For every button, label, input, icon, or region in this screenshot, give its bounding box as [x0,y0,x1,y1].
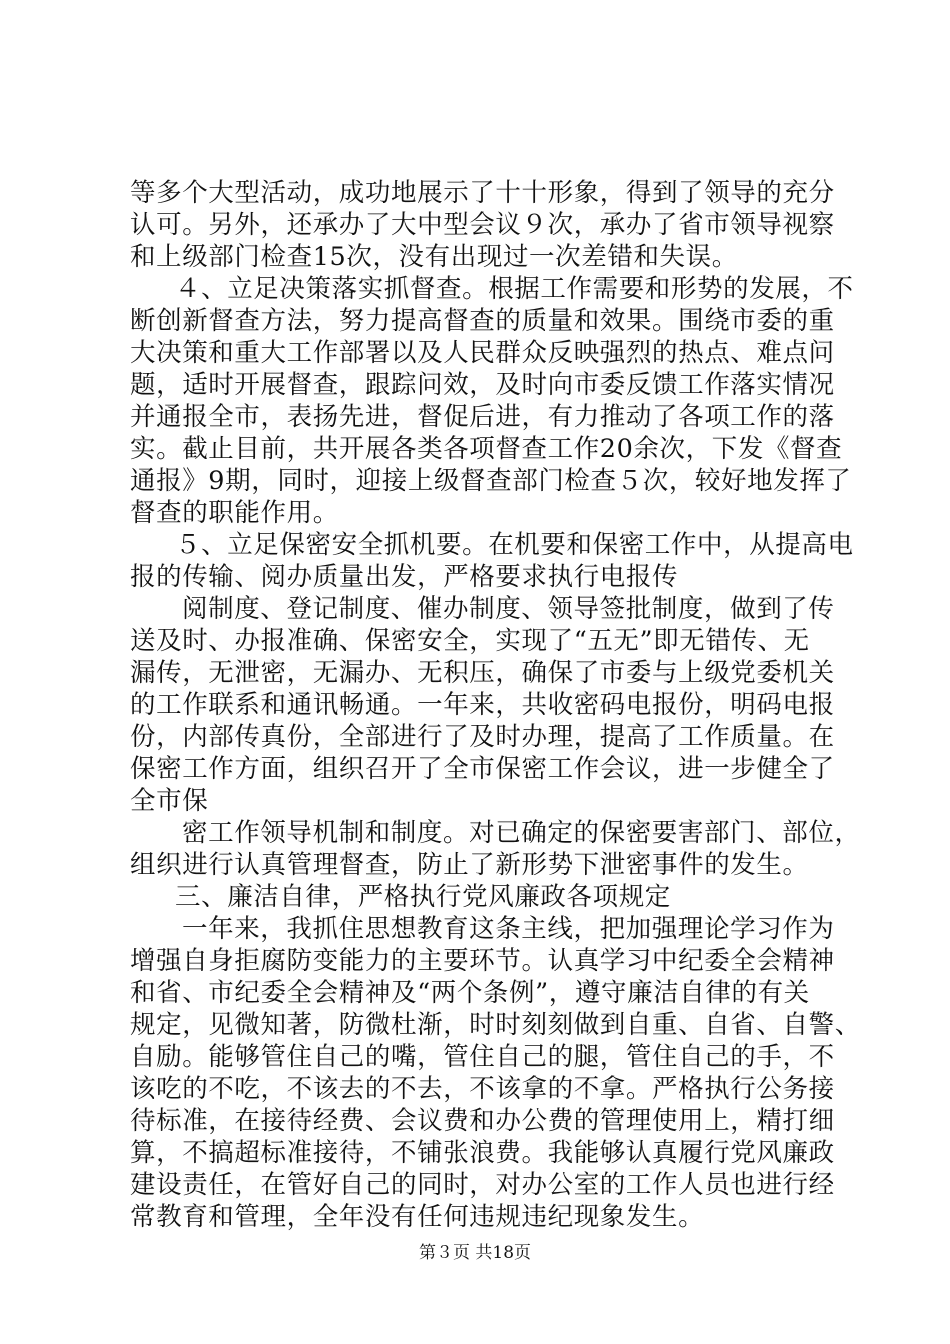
text-line: ４、立足决策落实抓督查。根据工作需要和形势的发展，不 [175,274,854,304]
text-line: 送及时、办报准确、保密安全，实现了“五无”即无错传、无 [130,626,810,656]
text-line: 漏传，无泄密，无漏办、无积压，确保了市委与上级党委机关 [130,658,835,688]
text-line: 待标准，在接待经费、会议费和办公费的管理使用上，精打细 [130,1106,835,1136]
text-line: ５、立足保密安全抓机要。在机要和保密工作中，从提高电 [175,530,854,560]
text-line: 保密工作方面，组织召开了全市保密工作会议，进一步健全了 [130,754,835,784]
text-line: 大决策和重大工作部署以及人民群众反映强烈的热点、难点问 [130,338,835,368]
text-line: 认可。另外，还承办了大中型会议９次，承办了省市领导视察 [130,210,835,240]
text-line: 规定，见微知著，防微杜渐，时时刻刻做到自重、自省、自警、 [130,1010,861,1040]
text-line: 组织进行认真管理督查，防止了新形势下泄密事件的发生。 [130,850,809,880]
text-line: 常教育和管理，全年没有任何违规违纪现象发生。 [130,1202,705,1232]
text-line: 实。截止目前，共开展各类各项督查工作20余次，下发《督查 [130,434,843,464]
text-line: 题，适时开展督查，跟踪问效，及时向市委反馈工作落实情况 [130,370,835,400]
text-line: 阅制度、登记制度、催办制度、领导签批制度，做到了传 [182,594,835,624]
text-line: 并通报全市，表扬先进，督促后进，有力推动了各项工作的落 [130,402,835,432]
text-line: 增强自身拒腐防变能力的主要环节。认真学习中纪委全会精神 [130,946,835,976]
text-line: 和省、市纪委全会精神及“两个条例”，遵守廉洁自律的有关 [130,978,810,1008]
page-number: 第３页 共18页 [418,1243,532,1263]
text-line: 通报》9期，同时，迎接上级督查部门检查５次，较好地发挥了 [130,466,852,496]
section-heading: 三、廉洁自律，严格执行党风廉政各项规定 [175,882,671,912]
text-line: 报的传输、阅办质量出发，严格要求执行电报传 [130,562,679,592]
text-line: 等多个大型活动，成功地展示了十十形象，得到了领导的充分 [130,178,835,208]
text-line: 督查的职能作用。 [130,498,339,528]
page-footer [0,1242,950,1264]
text-line: 断创新督查方法，努力提高督查的质量和效果。围绕市委的重 [130,306,835,336]
text-line: 和上级部门检查15次，没有出现过一次差错和失误。 [130,242,738,272]
text-line: 份，内部传真份，全部进行了及时办理，提高了工作质量。在 [130,722,835,752]
text-line: 的工作联系和通讯畅通。一年来，共收密码电报份，明码电报 [130,690,835,720]
text-line: 自励。能够管住自己的嘴，管住自己的腿，管住自己的手，不 [130,1042,835,1072]
text-line: 建设责任，在管好自己的同时，对办公室的工作人员也进行经 [130,1170,835,1200]
text-line: 密工作领导机制和制度。对已确定的保密要害部门、部位， [182,818,861,848]
text-line: 一年来，我抓住思想教育这条主线，把加强理论学习作为 [182,914,835,944]
text-line: 全市保 [130,786,209,816]
text-line: 该吃的不吃，不该去的不去，不该拿的不拿。严格执行公务接 [130,1074,835,1104]
text-line: 算，不搞超标准接待，不铺张浪费。我能够认真履行党风廉政 [130,1138,835,1168]
